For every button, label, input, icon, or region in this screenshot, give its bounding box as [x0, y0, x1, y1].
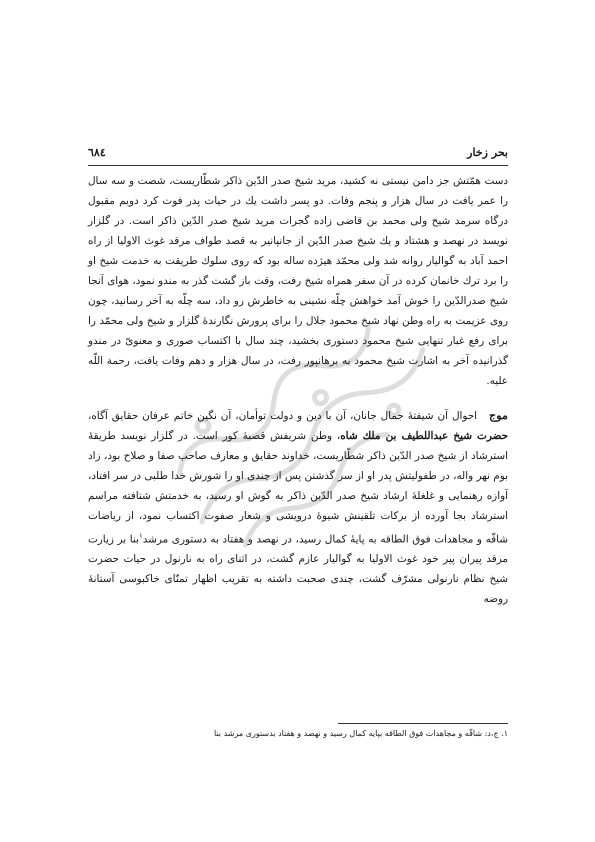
page-number: ٦٨٤	[88, 146, 106, 159]
footnote-reference: ١	[138, 532, 143, 540]
paragraph-2-body: ، وطن شریفش قصبهٔ کور است. در گلزار نویسد طریقهٔ استرشاد از شیخ صدر الدّین ذاکر شطّاریست، خداوند حقایق و معارف صاحب صفا و صلاح بود، زاد بوم نهر واله، در طفولیتش پدر او از سر گذشتن پس از چندی او را شورش خدا طلبی در سر افتاد، آوازه رهنمایی و غلغلهٔ ارشاد شیخ صدر الدّین ذاکر به گوش او رسید، به خدمتش شتافته مراسم استرشاد بجا آورده از برکات تلقینش شیوهٔ درویشی و شعار صفوت اکتساب نمود، از ریاضات شاقّه و مجاهدات فوق الطاقه به پایهٔ کمال رسید، در نهصد و هفتاد به دستوری مرشد	[88, 430, 508, 546]
book-title: بحر زخار	[467, 146, 508, 159]
header-rule	[88, 165, 508, 166]
person-name: حضرت شیخ عبداللطیف بن ملك شاه	[340, 430, 508, 442]
running-header	[88, 146, 508, 164]
main-text	[88, 171, 508, 609]
footnote: ١. ج،د: شاقّه و مجاهدات فوق الطاقه بپایه کمال رسید و نهصد و هفتاد بدستوری مرشد بنا	[213, 729, 508, 738]
paragraph-2	[88, 405, 508, 609]
paragraph-2-intro: احوال آن شیفتهٔ جمال جانان، آن با دین و دولت توأمان، آن نگین خاتم عرفان حقایق آگاه،	[88, 410, 478, 422]
footnote-rule	[338, 723, 508, 724]
section-heading: موج	[488, 408, 508, 422]
paragraph-2-continuation: بنا بر زیارت مرقد پیران پیر خود غوث الاولیا به گوالیار عازم گشت، در اثنای راه به نارنول در حیات حضرت شیخ نظام نارنولی مشرّف گشت، چندی صحبت داشته به تقریب اظهار تمنّای خاکبوسی آستانهٔ روضه	[88, 533, 508, 606]
paragraph-1: دست همّتش جز دامن نیستی نه کشید، مرید شیخ صدر الدّین ذاکر شطّاریست، شصت و سه سال را عمر یافت در سال هزار و پنجم وفات. دو پسر داشت یك در حیات پدر فوت کرد دویم مقبول درگاه سرمد شیخ ولی محمد بن قاضی زاده گجرات مرید شیخ صدر الدّین ذاکر است. در گلزار نویسد در نهصد و هشتاد و یك شیخ صدر الدّین از جانپانیر به قصد طواف مرقد غوث الاولیا از راه احمد آباد به گوالیار روانه شد ولی محمّد هیژده ساله بود که روی سلوك طریقت به خدمت شیخ او را برد ترك خانمان کرده در آن سفر همراه شیخ رفت، وقت باز گشت گذر به مندو نمود، هوای آنجا شیخ صدرالدّین را خوش آمد خواهش چلّه نشینی به خاطرش رو داد، سه چلّه به آخر رسانید، چون روی عزیمت به راه وطن نهاد شیخ محمود جلال را برای پرورش نگارندهٔ گلزار و شیخ ولی محمّد را برای رفع غبار تنهایی شیخ محمود دستوری بخشید، چند سال با اکتساب صوری و معنویّ در مندو گذرانیده آخر به اشارت شیخ محمود به برهانپور رفت، در سال هزار و دهم وفات یافت، رحمة اللّه علیه.	[88, 175, 508, 387]
